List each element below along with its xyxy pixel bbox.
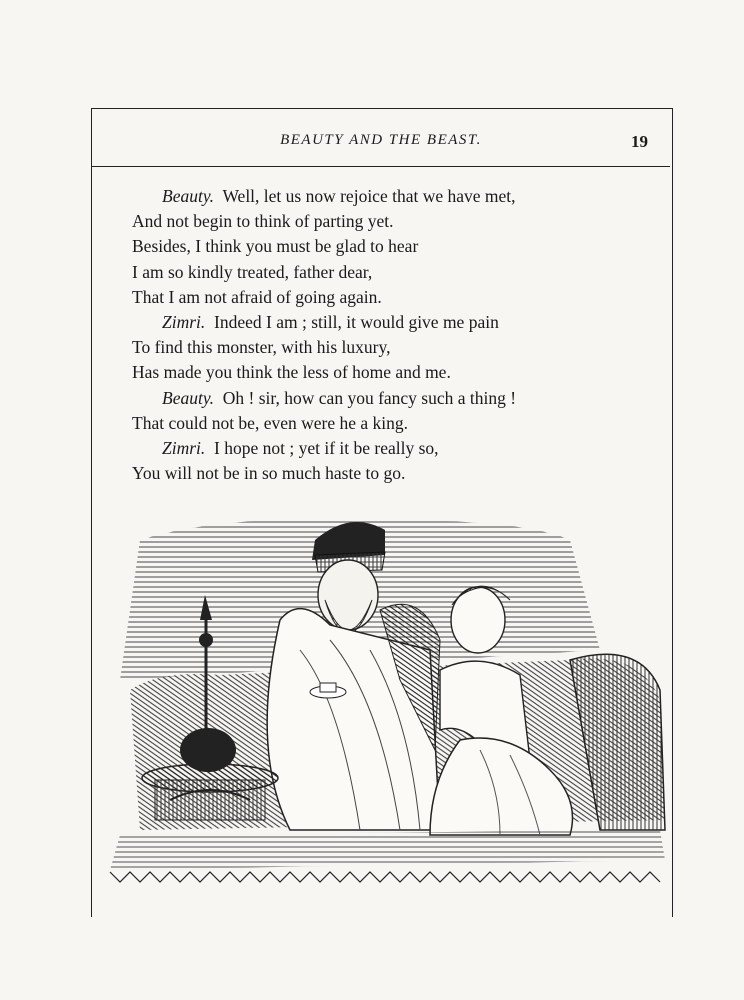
verse-text: I hope not ; yet if it be really so, [214,438,439,459]
verse-text: I am so kindly treated, father dear, [132,261,373,282]
verse-text: That I am not afraid of going again. [132,286,382,307]
page-header [92,120,670,167]
speaker-name: Zimri. [162,312,206,333]
speaker-name: Zimri. [162,438,206,459]
verse-text: That could not be, even were he a king. [132,412,409,433]
verse-text: Besides, I think you must be glad to hear [132,236,419,257]
verse-block [132,184,632,486]
verse-line [132,335,632,360]
verse-line [132,360,632,385]
verse-line [132,234,632,259]
speaker-name: Beauty. [162,186,214,206]
running-head: BEAUTY AND THE BEAST. [280,132,482,148]
verse-line [132,386,632,411]
verse-text: You will not be in so much haste to go. [132,463,406,484]
speaker-name: Beauty. [162,387,214,408]
verse-text: Oh ! sir, how can you fancy such a thing ! [222,387,517,408]
verse-line [132,310,632,335]
verse-line [132,184,632,209]
verse-text: And not begin to think of parting yet. [132,211,394,232]
verse-line [132,285,632,310]
verse-line [132,260,632,285]
verse-text: Has made you think the less of home and me. [132,362,451,383]
engraving-illustration-icon [100,500,670,900]
verse-text: Indeed I am ; still, it would give me pain [214,312,499,333]
verse-text: Well, let us now rejoice that we have met, [222,186,516,206]
page-number: 19 [631,132,648,151]
verse-line [132,209,632,234]
verse-line [132,436,632,461]
verse-line [132,411,632,436]
verse-text: To find this monster, with his luxury, [132,337,391,358]
verse-line [132,461,632,486]
